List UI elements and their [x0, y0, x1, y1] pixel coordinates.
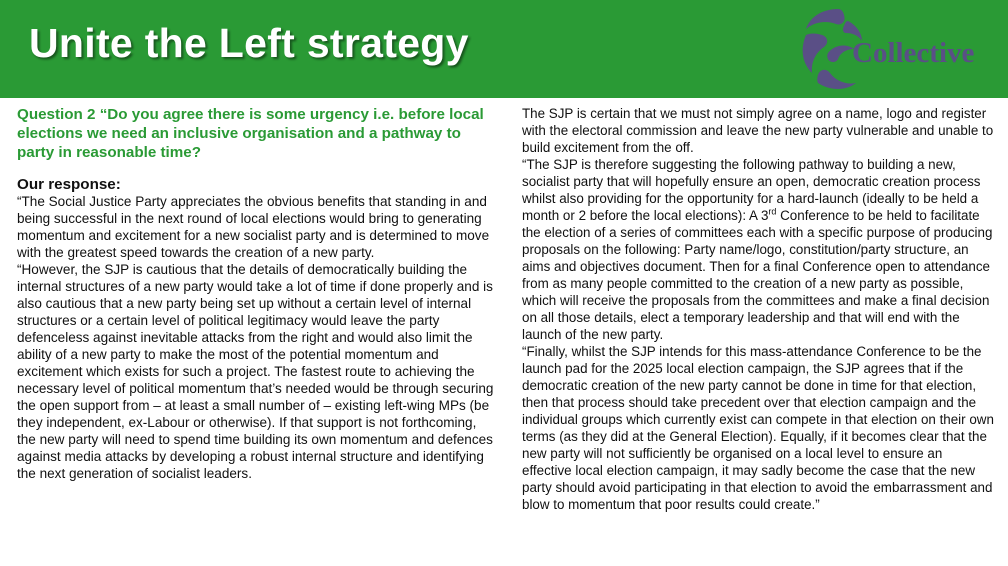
question-heading: Question 2 “Do you agree there is some urgency i.e. before local elections we need an inclusive organisation and a pathway to party in reasonable time? — [17, 106, 484, 161]
collective-logo — [798, 3, 1006, 95]
header-banner — [0, 0, 1008, 98]
left-column — [17, 105, 497, 482]
right-paragraph-2 — [522, 156, 994, 343]
right-paragraph-1: The SJP is certain that we must not simply agree on a name, logo and register with the electoral commission and leave the new party vulnerable and unable to build excitement from the off. — [522, 106, 994, 155]
page-title: Unite the Left strategy — [29, 20, 469, 66]
response-paragraph-2: “However, the SJP is cautious that the details of democratically building the internal structures of a new party would take a lot of time if done properly and is also cautious that a new party being set up without a certain level of internal structures or a certain level of political legitimacy would leave the party defenceless against inevitable attacks from the right and would also limit the ability of a new party to make the most of the potential momentum and excitement which exists for such a project. The fastest route to achieving the necessary level of political momentum that’s needed would be through securing the open support from – at least a small number of – existing left-wing MPs (be they independent, ex-Labour or otherwise). If that support is not forthcoming, the new party will need to spend time building its own momentum and defences against media attacks by developing a robust internal structure and identifying the next generation of socialist leaders. — [17, 262, 494, 481]
ordinal-suffix: rd — [768, 206, 777, 217]
right-column — [522, 105, 994, 513]
logo-text: Collective — [852, 37, 975, 69]
right-paragraph-3: “Finally, whilst the SJP intends for this mass-attendance Conference to be the launch pad for the 2025 local election campaign, the SJP agrees that if the democratic creation of the new party cannot be done in time for that election, then that process should take precedent over that election campaign and the individual groups which currently exist can compete in that election on their own terms (as they did at the General Election). Equally, if it becomes clear that the new party will not sufficiently be organised on a local level to ensure an effective local election campaign, it may sadly become the case that the new party should avoid participating in that election to avoid the embarrassment and blow to momentum that poor results could create.” — [522, 344, 994, 512]
response-heading: Our response: — [17, 176, 121, 193]
pathway-text-end: Conference to be held to facilitate the election of a series of committees each with a specific purpose of producing proposals on the following: Party name/logo, constitution/party structure, an aims and objectives document. Then for a final Conference open to attendance from as many people committed to the creation of a new party as possible, which will receive the proposals from the committees and make a final decision on all those details, elect a temporary leadership and that will end with the launch of the new party. — [522, 208, 993, 342]
pathway-text-start: “The SJP is therefore suggesting the following pathway to building a new, socialist party that will hopefully ensure an open, democratic creation process whilst also providing for the opportunity for a hard-launch (ideally to be held a month or 2 before the local elections): A 3 — [522, 157, 981, 223]
response-paragraph-1: “The Social Justice Party appreciates the obvious benefits that standing in and being successful in the next round of local elections would bring to generating momentum and excitement for a new socialist party and is determined to move with the greatest speed towards the creation of a new party. — [17, 194, 490, 260]
